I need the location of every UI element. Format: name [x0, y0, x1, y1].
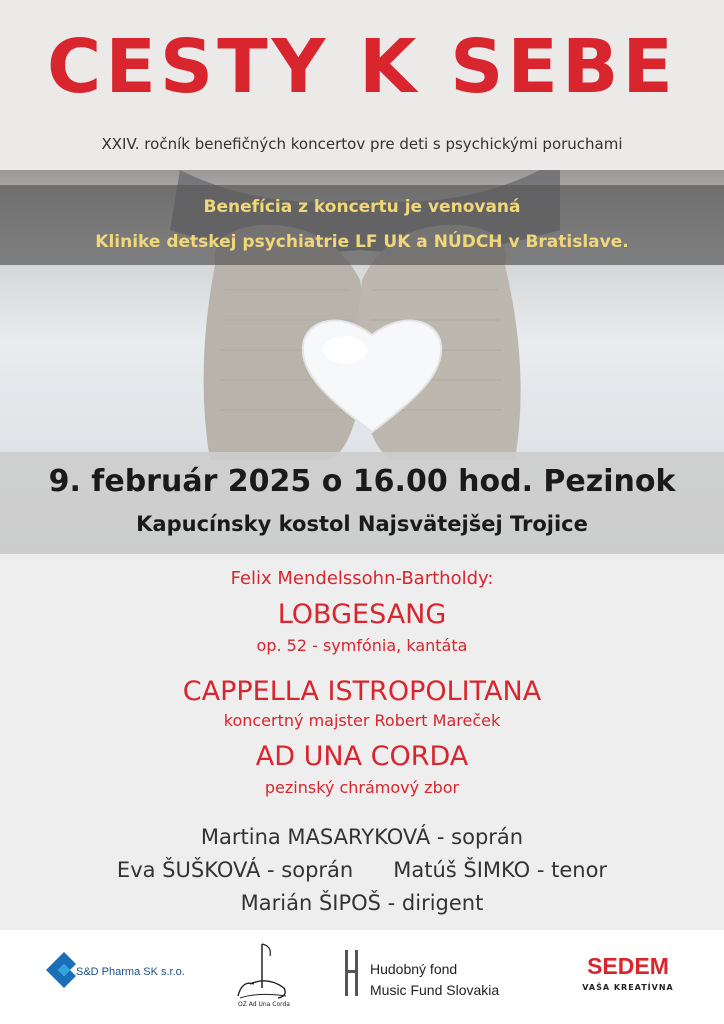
music-fund-name: Music Fund Slovakia: [370, 982, 500, 998]
performer-tenor: Matúš ŠIMKO - tenor: [393, 858, 608, 882]
performers-row: [0, 856, 724, 884]
poster-title: CESTY K SEBE: [47, 24, 677, 110]
hudobny-fond-name: Hudobný fond: [370, 961, 458, 977]
ad-una-corda-caption: OZ Ad Una Corda: [238, 1001, 290, 1008]
ensemble-orchestra: CAPPELLA ISTROPOLITANA: [182, 676, 542, 707]
ensemble-orchestra-description: koncertný majster Robert Mareček: [223, 711, 501, 730]
poster-subtitle: XXIV. ročník benefičných koncertov pre deti s psychickými poruchami: [101, 135, 623, 153]
sedem-tagline: VAŠA KREATÍVNA: [582, 983, 674, 992]
performer-conductor: Marián ŠIPOŠ - dirigent: [240, 891, 484, 915]
event-date: 9. február 2025 o 16.00 hod. Pezinok: [48, 464, 676, 499]
performer-soprano-1: Martina MASARYKOVÁ - soprán: [200, 825, 524, 849]
performer-soprano-2: Eva ŠUŠKOVÁ - soprán: [116, 858, 354, 882]
dedication-line-2: Klinike detskej psychiatrie LF UK a NÚDCH v Bratislave.: [95, 232, 629, 252]
work-description: op. 52 - symfónia, kantáta: [256, 636, 468, 655]
sedem-logo: SEDEM: [587, 953, 669, 979]
composer-name: Felix Mendelssohn-Bartholdy:: [230, 568, 494, 589]
ensemble-choir: AD UNA CORDA: [255, 741, 469, 772]
work-title: LOBGESANG: [277, 599, 447, 630]
sd-pharma-name: S&D Pharma SK s.r.o.: [76, 966, 185, 978]
hudobny-fond-logo-icon: [343, 950, 363, 996]
event-venue: Kapucínsky kostol Najsvätejšej Trojice: [136, 512, 588, 536]
dedication-line-1: Benefícia z koncertu je venovaná: [203, 197, 521, 217]
ensemble-choir-description: pezinský chrámový zbor: [264, 778, 460, 797]
